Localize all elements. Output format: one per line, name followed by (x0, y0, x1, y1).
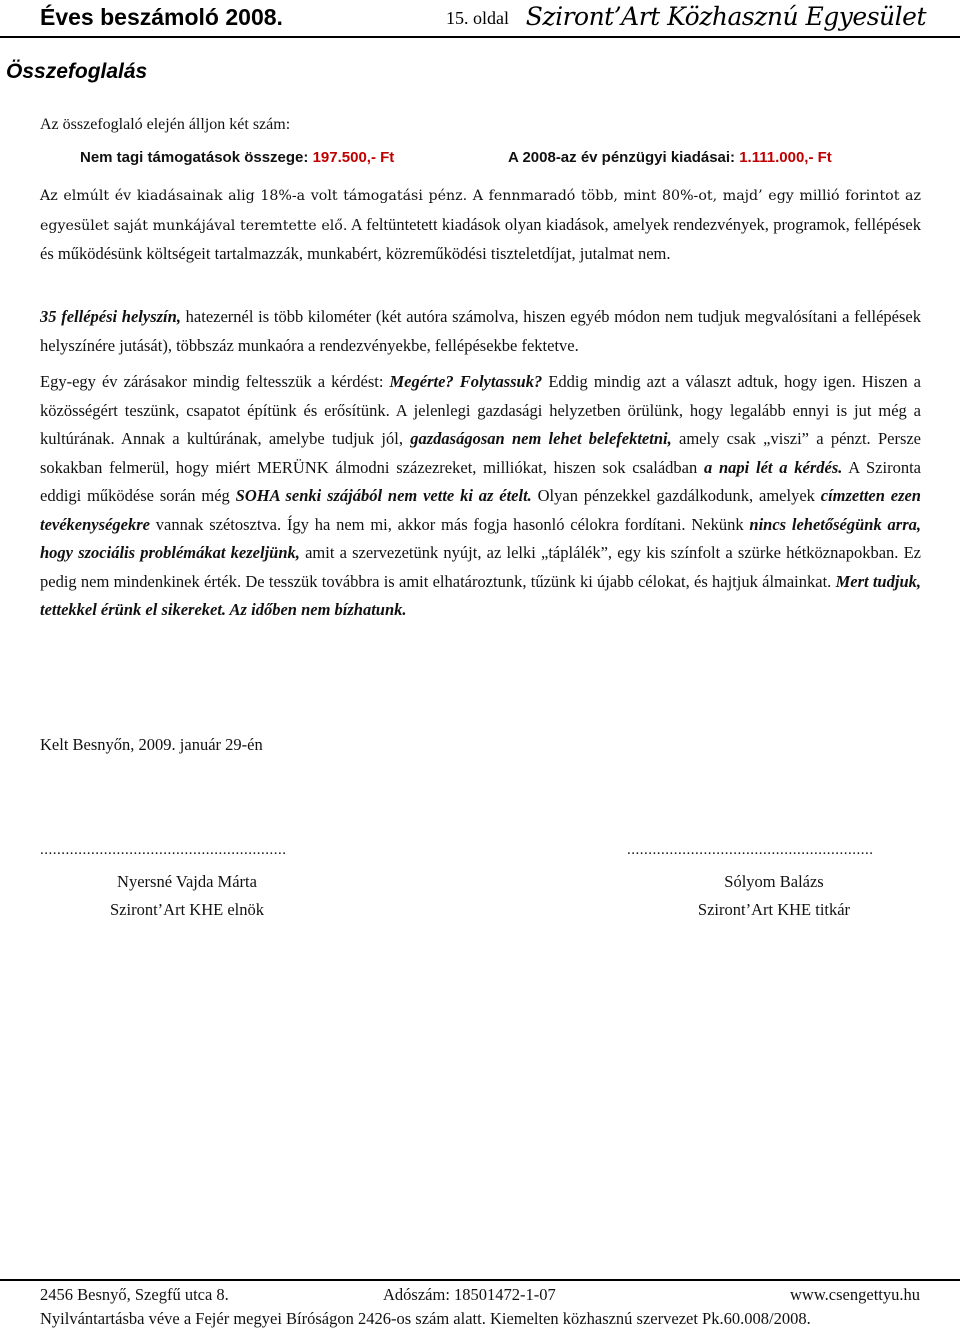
summary-expenses-value: 1.111.000,- Ft (739, 149, 832, 166)
emphasis-text: a napi lét a kérdés. (704, 457, 843, 477)
emphasis-text: gazdaságosan nem lehet belefektetni, (410, 429, 672, 448)
signatory-right-name: Sólyom Balázs (724, 872, 824, 891)
paragraph-expenses (40, 182, 921, 270)
date-line: Kelt Besnyőn, 2009. január 29-én (40, 735, 263, 754)
paragraph-text: Olyan pénzekkel gazdálkodunk, amelyek (531, 486, 821, 505)
signature-line-right: .......................................................... (627, 842, 874, 858)
summary-expenses (508, 149, 832, 166)
summary-expenses-label: A 2008-az év pénzügyi kiadásai: (508, 149, 736, 166)
summary-support-label: Nem tagi támogatások összege: (80, 149, 309, 166)
emphasis-text: SOHA senki szájából nem vette ki az ételt. (235, 486, 532, 505)
signatory-right-role: Sziront’Art KHE titkár (697, 900, 851, 919)
intro-text: Az összefoglaló elején álljon két szám: (40, 116, 291, 133)
page-footer (0, 1279, 960, 1328)
paragraph-expenses-part1: Az elmúlt év kiadásainak alig 18%-a volt támogatási pénz. A fennmaradó több, mint 80%-ot, majd’ egy millió forintot az egyesület saját munkájával teremtette elő. (40, 188, 921, 234)
summary-support (80, 149, 394, 166)
footer-address: 2456 Besnyő, Szegfű utca 8. (40, 1285, 229, 1304)
paragraph-text: A Szironta eddigi működése során még (40, 457, 921, 505)
emphasis-text: címzetten ezen tevékenységekre (40, 486, 921, 534)
page-number: 15. oldal (446, 8, 509, 28)
paragraph-conclusion (40, 368, 921, 625)
paragraph-expenses-part2: A feltüntetett kiadások olyan kiadások, amelyek rendezvények, programok, fellépések és működésünk költségeit tartalmazzák, munkabért, közreműködési tiszteletdíjat, jutalmat nem. (40, 214, 921, 263)
report-title: Éves beszámoló 2008. (40, 4, 283, 30)
section-heading: Összefoglalás (6, 60, 148, 83)
organization-name: Sziront’Art Közhasznú Egyesület (525, 2, 926, 31)
paragraph-text: amely csak „viszi” a pénzt. Persze sokakban felmerül, hogy miért MERÜNK álmodni százezreket, milliókat, hiszen sok családban (40, 429, 922, 477)
paragraph-text: amit a szervezetünk nyújt, az lelki „táplálék”, egy kis színfolt a szürke hétköznapokban. Ez pedig nem mindenkinek érték. De tesszük továbbra is amit elhatároztunk, tűzünk ki újabb célokat, és hajtjuk álmainkat. (40, 543, 921, 591)
paragraph-venues (40, 303, 921, 360)
signatory-left-role: Sziront’Art KHE elnök (110, 900, 264, 919)
footer-registry: Nyilvántartásba véve a Fejér megyei Bíróságon 2426-os szám alatt. Kiemelten közhasznú szervezet Pk.60.008/2008. (40, 1309, 811, 1328)
emphasis-text: Mert tudjuk, tettekkel érünk el sikereket. Az időben nem bízhatunk. (40, 571, 921, 619)
emphasis-text: Megérte? Folytassuk? (389, 372, 543, 391)
summary-support-value: 197.500,- Ft (312, 149, 395, 166)
paragraph-text: Egy-egy év zárásakor mindig feltesszük a kérdést: (40, 372, 390, 391)
signature-line-left: .......................................................... (40, 842, 287, 858)
paragraph-venues-rest: hatezernél is több kilométer (két autóra számolva, hiszen egyéb módon nem tudjuk megvalósítani a fellépések helyszínére jutását), többszáz munkaóra a rendezvényekbe, fellépésekbe fektetve. (40, 307, 921, 355)
paragraph-text: vannak szétosztva. Így ha nem mi, akkor más fogja hasonló célokra fordítani. Nekünk (149, 514, 750, 534)
page-header (0, 0, 960, 38)
paragraph-text: Eddig mindig azt a választ adtuk, hogy igen. Hiszen a közösségért teszünk, csapatot építünk és erősítünk. A jelenlegi gazdasági helyzetben örülünk, hogy legalább ennyi is jut még a kultúrának. Annak a kultúrának, amelybe tudjuk jól, (40, 372, 921, 448)
signatory-left-name: Nyersné Vajda Márta (117, 872, 257, 891)
footer-tax-number: Adószám: 18501472-1-07 (383, 1285, 556, 1304)
paragraph-venues-bold: 35 fellépési helyszín, (40, 307, 181, 326)
emphasis-text: nincs lehetőségünk arra, hogy szociális problémákat kezeljünk, (40, 514, 922, 562)
footer-website: www.csengettyu.hu (790, 1285, 920, 1304)
